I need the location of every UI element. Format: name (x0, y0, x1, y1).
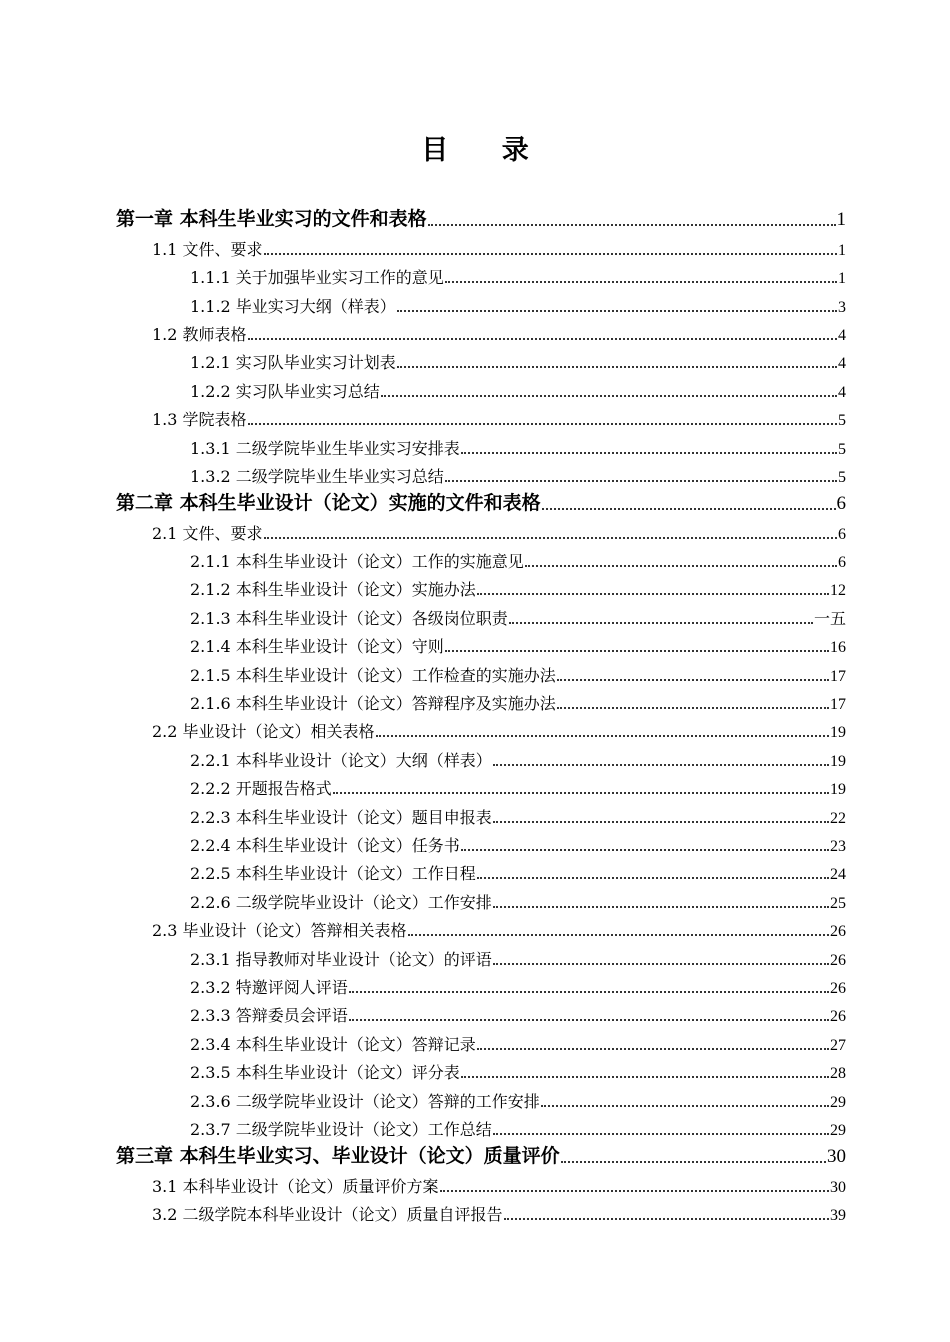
dot-leader (557, 679, 829, 681)
toc-entry-page-number: 29 (830, 1121, 846, 1139)
dot-leader (477, 877, 829, 879)
dot-leader (445, 281, 837, 283)
toc-entry-title: 2.2.2 开题报告格式 (190, 779, 332, 799)
toc-entry-title: 1.2 教师表格 (152, 324, 247, 344)
toc-entry-page-number: 4 (838, 383, 846, 401)
toc-subsection-entry[interactable] (0, 1026, 846, 1054)
toc-subsection-entry[interactable] (0, 430, 846, 458)
toc-entry-page-number: 19 (830, 724, 846, 742)
toc-entry-page-number: 17 (830, 696, 846, 714)
toc-entry-page-number: 27 (830, 1036, 846, 1054)
toc-subsection-entry[interactable] (0, 1083, 846, 1111)
toc-section-entry[interactable] (0, 402, 846, 430)
dot-leader (333, 792, 829, 794)
dot-leader (248, 338, 837, 340)
toc-subsection-entry[interactable] (0, 970, 846, 998)
dot-leader (525, 565, 837, 567)
toc-entry-title: 1.3 学院表格 (152, 410, 247, 430)
toc-entry-page-number: 26 (830, 923, 846, 941)
toc-entry-page-number: 23 (830, 837, 846, 855)
toc-subsection-entry[interactable] (0, 345, 846, 373)
toc-entry-title: 2.2.5 本科生毕业设计（论文）工作日程 (190, 864, 476, 884)
toc-entry-title: 2.3 毕业设计（论文）答辩相关表格 (152, 921, 407, 941)
toc-entry-page-number: 25 (830, 894, 846, 912)
dot-leader (264, 253, 837, 255)
dot-leader (541, 1105, 829, 1107)
toc-entry-page-number: 26 (830, 1008, 846, 1026)
dot-leader (264, 537, 837, 539)
toc-entry-page-number: 4 (838, 355, 846, 373)
dot-leader (493, 963, 829, 965)
toc-entry-title: 1.3.2 二级学院毕业生毕业实习总结 (190, 466, 444, 486)
toc-entry-title: 2.1.4 本科生毕业设计（论文）守则 (190, 637, 444, 657)
toc-entry-title: 2.1 文件、要求 (152, 523, 263, 543)
dot-leader (493, 821, 829, 823)
toc-subsection-entry[interactable] (0, 600, 846, 628)
toc-entry-title: 2.2.4 本科生毕业设计（论文）任务书 (190, 835, 460, 855)
toc-entry-page-number: 29 (830, 1093, 846, 1111)
toc-section-entry[interactable] (0, 714, 846, 742)
toc-subsection-entry[interactable] (0, 998, 846, 1026)
dot-leader (509, 622, 813, 624)
toc-section-entry[interactable] (0, 1197, 846, 1225)
toc-entry-title: 1.2.2 实习队毕业实习总结 (190, 381, 380, 401)
toc-subsection-entry[interactable] (0, 629, 846, 657)
dot-leader (445, 650, 829, 652)
toc-entry-title: 2.3.2 特邀评阅人评语 (190, 977, 348, 997)
toc-entry-title: 第二章 本科生毕业设计（论文）实施的文件和表格 (116, 492, 541, 515)
toc-subsection-entry[interactable] (0, 828, 846, 856)
toc-entry-title: 2.3.4 本科生毕业设计（论文）答辩记录 (190, 1034, 476, 1054)
dot-leader (477, 593, 829, 595)
dot-leader (376, 735, 829, 737)
toc-section-entry[interactable] (0, 317, 846, 345)
toc-entry-title: 第三章 本科生毕业实习、毕业设计（论文）质量评价 (116, 1145, 560, 1168)
toc-subsection-entry[interactable] (0, 941, 846, 969)
toc-entry-title: 2.2.3 本科生毕业设计（论文）题目申报表 (190, 807, 492, 827)
toc-entry-page-number: 12 (830, 582, 846, 600)
toc-entry-page-number: 5 (838, 468, 846, 486)
toc-subsection-entry[interactable] (0, 288, 846, 316)
toc-entry-page-number: 16 (830, 639, 846, 657)
dot-leader (493, 1133, 829, 1135)
toc-entry-page-number: 6 (838, 525, 846, 543)
toc-entry-page-number: 22 (830, 809, 846, 827)
toc-entry-title: 1.1.2 毕业实习大纲（样表） (190, 296, 396, 316)
toc-subsection-entry[interactable] (0, 544, 846, 572)
toc-subsection-entry[interactable] (0, 884, 846, 912)
toc-entry-page-number: 26 (830, 979, 846, 997)
toc-entry-title: 第一章 本科生毕业实习的文件和表格 (116, 208, 427, 231)
toc-chapter-entry[interactable] (0, 1140, 846, 1168)
toc-subsection-entry[interactable] (0, 1055, 846, 1083)
toc-entry-title: 2.1.5 本科生毕业设计（论文）工作检查的实施办法 (190, 665, 556, 685)
dot-leader (504, 1218, 829, 1220)
toc-entry-page-number: 17 (830, 667, 846, 685)
toc-entry-title: 2.2.1 本科毕业设计（论文）大纲（样表） (190, 750, 492, 770)
dot-leader (445, 480, 837, 482)
toc-entry-page-number: 3 (838, 298, 846, 316)
dot-leader (461, 849, 829, 851)
dot-leader (349, 991, 829, 993)
toc-entry-title: 2.3.6 二级学院毕业设计（论文）答辩的工作安排 (190, 1091, 540, 1111)
toc-subsection-entry[interactable] (0, 572, 846, 600)
toc-entry-page-number: 26 (830, 951, 846, 969)
toc-subsection-entry[interactable] (0, 1112, 846, 1140)
toc-entry-page-number: 30 (827, 1146, 846, 1168)
toc-entry-page-number: 一五 (813, 610, 846, 628)
dot-leader (349, 1019, 829, 1021)
toc-entry-title: 2.1.1 本科生毕业设计（论文）工作的实施意见 (190, 552, 524, 572)
toc-entry-page-number: 6 (838, 554, 846, 572)
toc-entry-title: 2.3.7 二级学院毕业设计（论文）工作总结 (190, 1119, 492, 1139)
table-of-contents (0, 203, 950, 1225)
toc-section-entry[interactable] (0, 913, 846, 941)
toc-entry-title: 3.1 本科毕业设计（论文）质量评价方案 (152, 1176, 439, 1196)
toc-entry-title: 2.3.3 答辩委员会评语 (190, 1006, 348, 1026)
dot-leader (561, 1161, 826, 1163)
toc-entry-title: 1.1.1 关于加强毕业实习工作的意见 (190, 268, 444, 288)
toc-entry-title: 2.3.1 指导教师对毕业设计（论文）的评语 (190, 949, 492, 969)
toc-entry-page-number: 1 (836, 209, 846, 231)
dot-leader (542, 508, 836, 510)
toc-chapter-entry[interactable] (0, 203, 846, 231)
toc-subsection-entry[interactable] (0, 260, 846, 288)
dot-leader (493, 764, 829, 766)
toc-entry-page-number: 1 (838, 241, 846, 259)
toc-subsection-entry[interactable] (0, 459, 846, 487)
toc-entry-title: 1.2.1 实习队毕业实习计划表 (190, 353, 396, 373)
dot-leader (477, 1048, 829, 1050)
dot-leader (397, 310, 837, 312)
toc-entry-page-number: 30 (830, 1178, 846, 1196)
toc-title: 目 录 (421, 135, 551, 166)
toc-chapter-entry[interactable] (0, 487, 846, 515)
toc-entry-title: 1.3.1 二级学院毕业生毕业实习安排表 (190, 438, 460, 458)
dot-leader (493, 906, 829, 908)
toc-entry-page-number: 19 (830, 752, 846, 770)
dot-leader (381, 395, 837, 397)
toc-entry-page-number: 1 (838, 270, 846, 288)
toc-entry-page-number: 28 (830, 1065, 846, 1083)
toc-entry-title: 1.1 文件、要求 (152, 239, 263, 259)
toc-entry-title: 2.1.2 本科生毕业设计（论文）实施办法 (190, 580, 476, 600)
toc-subsection-entry[interactable] (0, 742, 846, 770)
toc-section-entry[interactable] (0, 515, 846, 543)
toc-entry-page-number: 5 (838, 412, 846, 430)
dot-leader (397, 366, 837, 368)
dot-leader (440, 1190, 829, 1192)
toc-entry-title: 2.2.6 二级学院毕业设计（论文）工作安排 (190, 892, 492, 912)
toc-subsection-entry[interactable] (0, 856, 846, 884)
toc-subsection-entry[interactable] (0, 771, 846, 799)
toc-section-entry[interactable] (0, 231, 846, 259)
dot-leader (428, 224, 836, 226)
toc-entry-page-number: 5 (838, 440, 846, 458)
dot-leader (461, 1076, 829, 1078)
toc-entry-page-number: 39 (830, 1207, 846, 1225)
toc-entry-page-number: 24 (830, 866, 846, 884)
toc-subsection-entry[interactable] (0, 799, 846, 827)
toc-entry-title: 2.3.5 本科生毕业设计（论文）评分表 (190, 1063, 460, 1083)
toc-entry-page-number: 19 (830, 781, 846, 799)
toc-entry-title: 2.2 毕业设计（论文）相关表格 (152, 722, 375, 742)
toc-subsection-entry[interactable] (0, 657, 846, 685)
toc-entry-page-number: 6 (836, 493, 846, 515)
toc-subsection-entry[interactable] (0, 373, 846, 401)
dot-leader (248, 423, 837, 425)
toc-subsection-entry[interactable] (0, 686, 846, 714)
dot-leader (408, 934, 829, 936)
toc-entry-page-number: 4 (838, 326, 846, 344)
toc-entry-title: 3.2 二级学院本科毕业设计（论文）质量自评报告 (152, 1205, 503, 1225)
toc-section-entry[interactable] (0, 1168, 846, 1196)
toc-entry-title: 2.1.6 本科生毕业设计（论文）答辩程序及实施办法 (190, 694, 556, 714)
toc-entry-title: 2.1.3 本科生毕业设计（论文）各级岗位职责 (190, 608, 508, 628)
dot-leader (557, 707, 829, 709)
dot-leader (461, 452, 837, 454)
